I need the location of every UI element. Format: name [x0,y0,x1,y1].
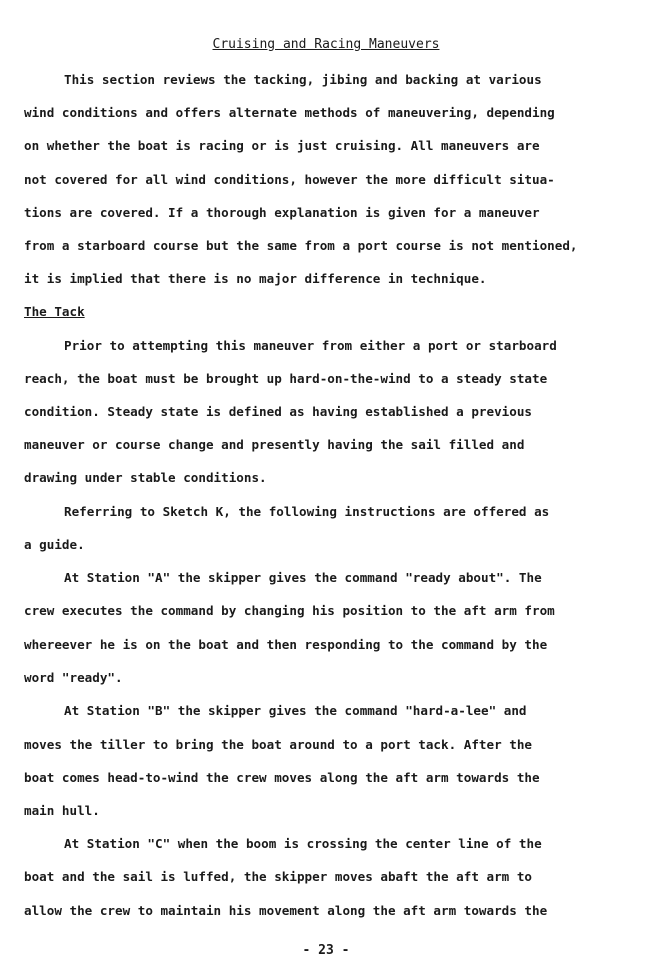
text-line: maneuver or course change and presently having the sail filled and [24,437,525,452]
text-line: At Station "B" the skipper gives the command "hard-a-lee" and [64,703,527,718]
text-line: reach, the boat must be brought up hard-on-the-wind to a steady state [24,371,548,386]
page-number: - 23 - [302,943,350,958]
text-line: At Station "C" when the boom is crossing the center line of the [64,836,542,851]
text-line: wind conditions and offers alternate methods of maneuvering, depending [24,105,555,120]
text-line: tions are covered. If a thorough explanation is given for a maneuver [24,205,540,220]
text-line: it is implied that there is no major difference in technique. [24,271,487,286]
page-title: Cruising and Racing Maneuvers [212,37,440,52]
text-line: This section reviews the tacking, jibing and backing at various [64,72,542,87]
text-line: a guide. [24,537,85,552]
text-line: whereever he is on the boat and then responding to the command by the [24,637,548,652]
section-heading: The Tack [24,304,85,319]
text-line: condition. Steady state is defined as having established a previous [24,404,532,419]
text-line: crew executes the command by changing his position to the aft arm from [24,603,555,618]
text-line: main hull. [24,803,100,818]
text-line: Prior to attempting this maneuver from either a port or starboard [64,338,557,353]
text-line: drawing under stable conditions. [24,470,267,485]
text-line: Referring to Sketch K, the following instructions are offered as [64,504,550,519]
text-line: moves the tiller to bring the boat around to a port tack. After the [24,737,532,752]
text-line: boat and the sail is luffed, the skipper moves abaft the aft arm to [24,869,532,884]
text-line: word "ready". [24,670,123,685]
text-line: At Station "A" the skipper gives the command "ready about". The [64,570,542,585]
text-line: allow the crew to maintain his movement along the aft arm towards the [24,903,548,918]
text-line: boat comes head-to-wind the crew moves along the aft arm towards the [24,770,540,785]
text-line: on whether the boat is racing or is just cruising. All maneuvers are [24,138,540,153]
text-line: from a starboard course but the same from a port course is not mentioned, [24,238,578,253]
text-line: not covered for all wind conditions, however the more difficult situa- [24,172,555,187]
